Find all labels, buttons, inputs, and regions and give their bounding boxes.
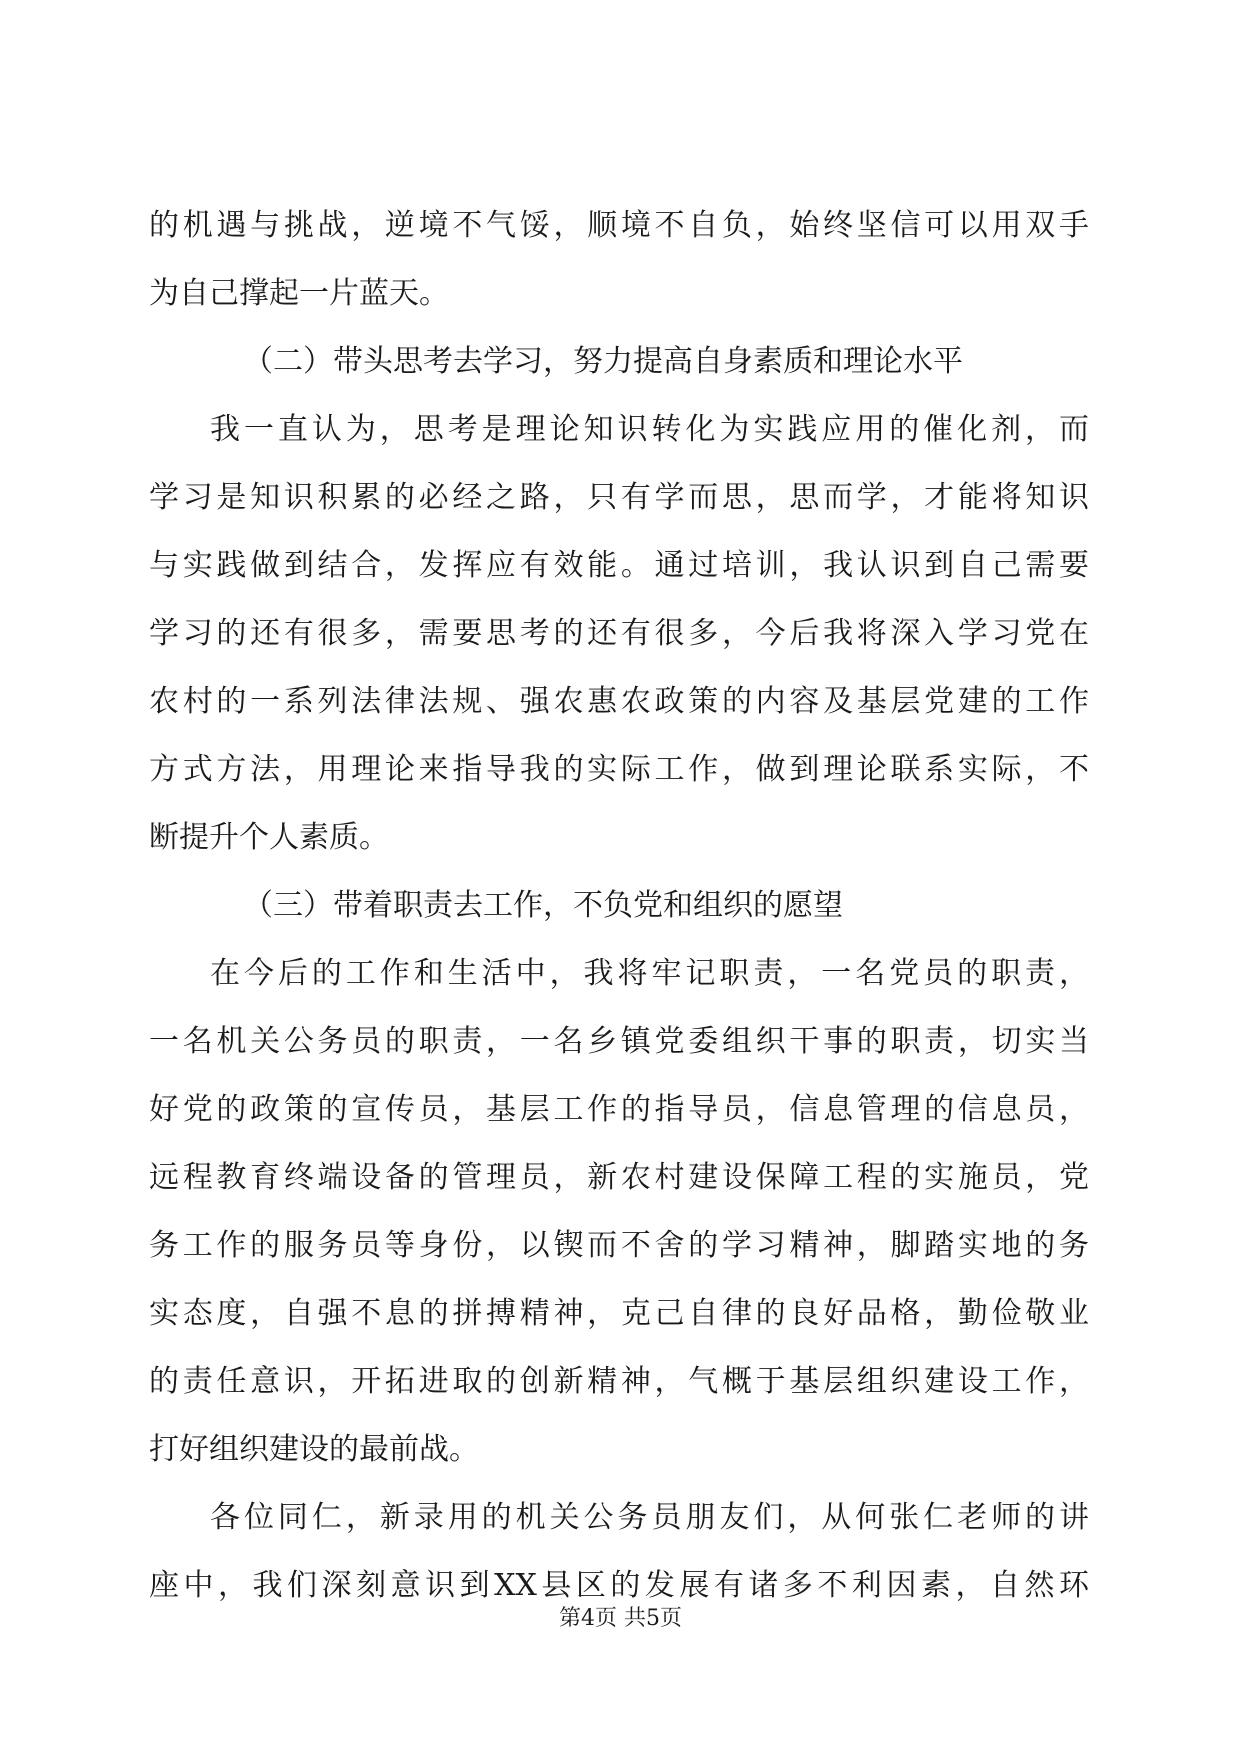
body-text-line: 务工作的服务员等身份，以锲而不舍的学习精神，脚踏实地的务 [149, 1228, 1089, 1263]
body-text-line: 实态度，自强不息的拼搏精神，克己自律的良好品格，勤俭敬业 [149, 1296, 1089, 1331]
section-heading: （二）带头思考去学习，努力提高自身素质和理论水平 [243, 344, 963, 379]
body-text-line: 座中，我们深刻意识到XX县区的发展有诸多不利因素，自然环 [149, 1568, 1089, 1603]
body-text-line: 的机遇与挑战，逆境不气馁，顺境不自负，始终坚信可以用双手 [149, 208, 1089, 243]
body-text-line: 农村的一系列法律法规、强农惠农政策的内容及基层党建的工作 [149, 684, 1089, 719]
body-text-line: 的责任意识，开拓进取的创新精神，气概于基层组织建设工作， [149, 1364, 1089, 1399]
body-text-line: 为自己撑起一片蓝天。 [149, 276, 449, 311]
body-text-line: 与实践做到结合，发挥应有效能。通过培训，我认识到自己需要 [149, 548, 1089, 583]
body-text-line: 断提升个人素质。 [149, 820, 389, 855]
body-text-line: 各位同仁，新录用的机关公务员朋友们，从何张仁老师的讲 [210, 1500, 1089, 1535]
body-text-line: 在今后的工作和生活中，我将牢记职责，一名党员的职责， [210, 956, 1089, 991]
body-text-line: 一名机关公务员的职责，一名乡镇党委组织干事的职责，切实当 [149, 1024, 1089, 1059]
body-text-line: 学习是知识积累的必经之路，只有学而思，思而学，才能将知识 [149, 480, 1089, 515]
body-text-line: 学习的还有很多，需要思考的还有很多，今后我将深入学习党在 [149, 616, 1089, 651]
body-text-line: 远程教育终端设备的管理员，新农村建设保障工程的实施员，党 [149, 1160, 1089, 1195]
body-text-line: 方式方法，用理论来指导我的实际工作，做到理论联系实际，不 [149, 752, 1089, 787]
body-text-line: 好党的政策的宣传员，基层工作的指导员，信息管理的信息员， [149, 1092, 1089, 1127]
body-text-line: 我一直认为，思考是理论知识转化为实践应用的催化剂，而 [210, 412, 1089, 447]
body-text-line: 打好组织建设的最前战。 [149, 1432, 479, 1467]
section-heading: （三）带着职责去工作，不负党和组织的愿望 [243, 888, 843, 923]
page-number-footer: 第4页 共5页 [559, 1606, 682, 1631]
